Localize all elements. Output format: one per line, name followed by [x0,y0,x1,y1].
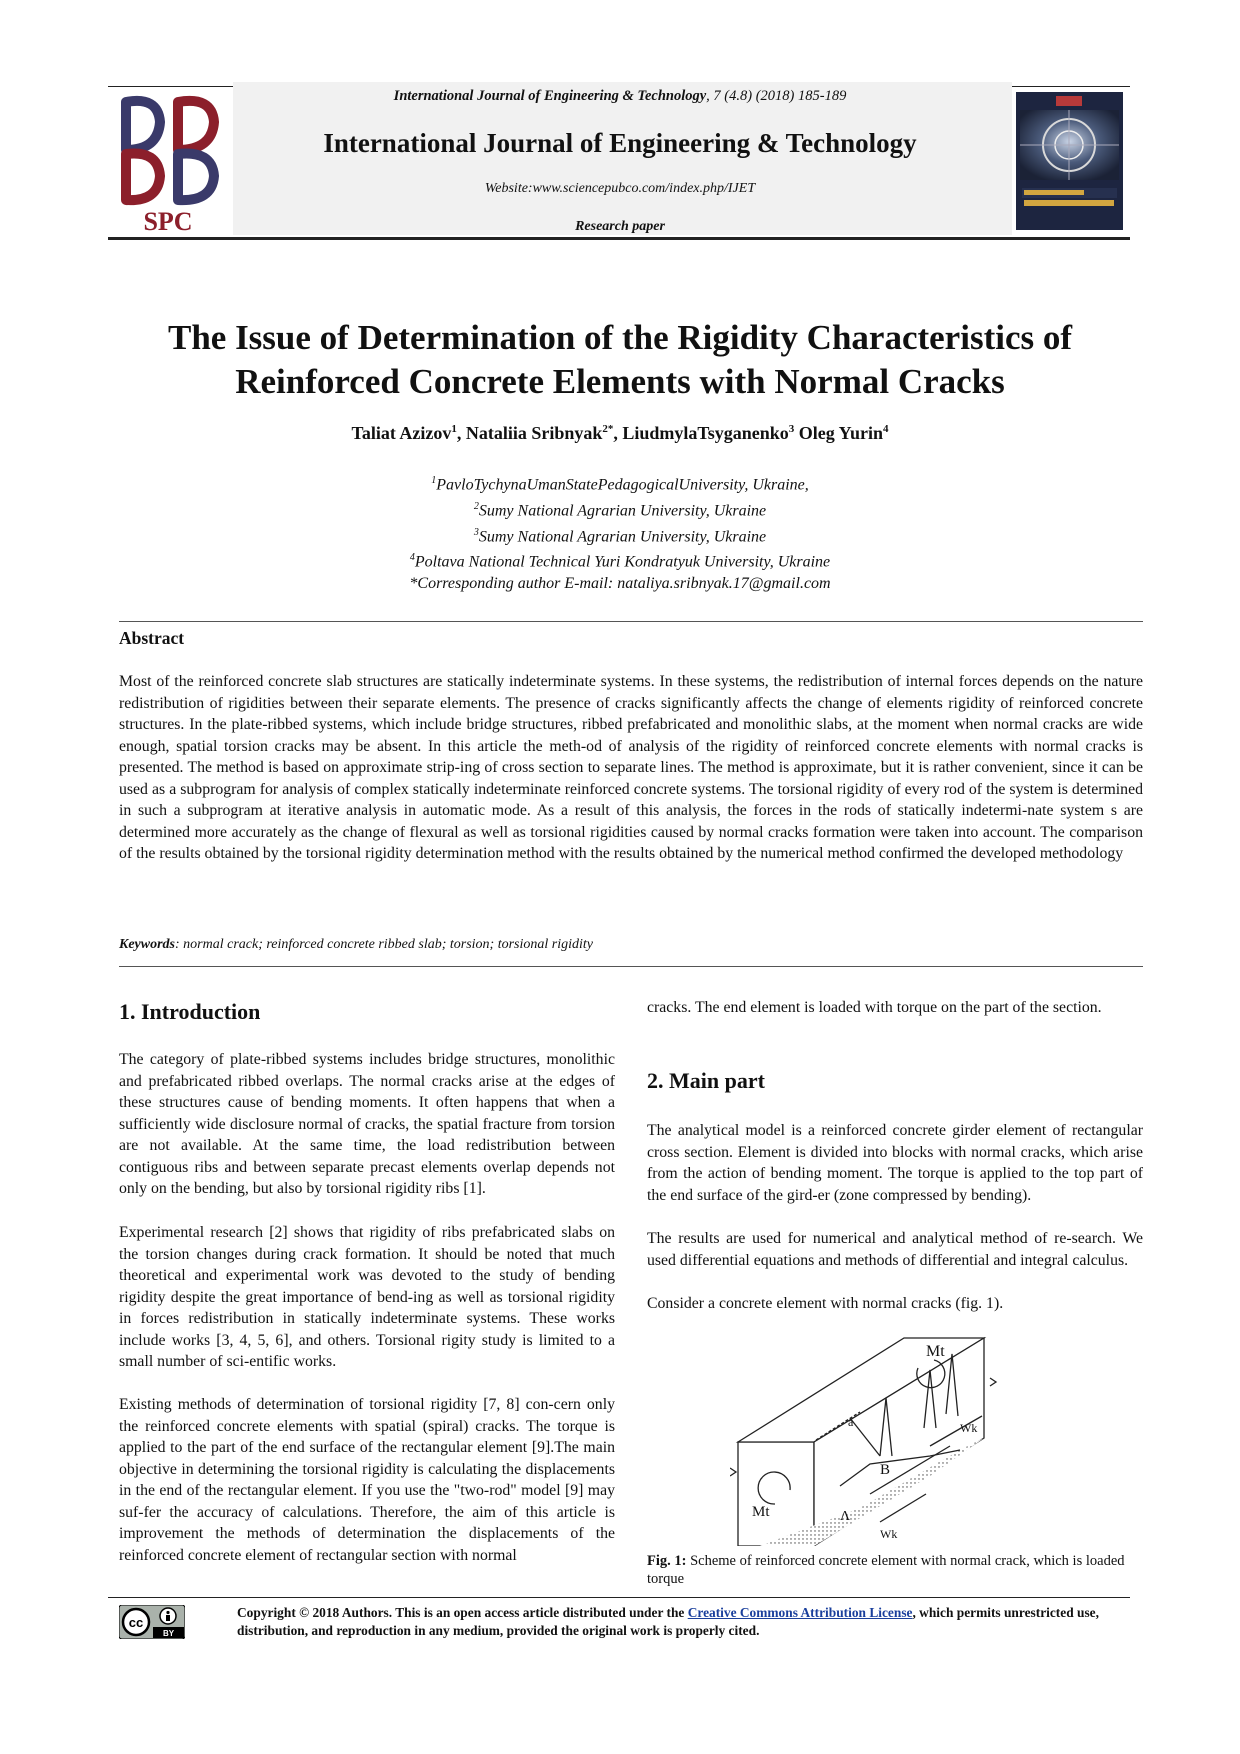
affiliation-text: Poltava National Technical Yuri Kondratyuk University, Ukraine [414,553,831,571]
section-1-continuation: cracks. The end element is loaded with torque on the part of the section. [647,999,1102,1016]
section-2-paragraph: Consider a concrete element with normal cracks (fig. 1). [647,1295,1004,1312]
keywords-text: : normal crack; reinforced concrete ribbed slab; torsion; torsional rigidity [175,937,593,952]
section-2-paragraph: The results are used for numerical and analytical method of re-search. We used differential equations and methods of differential and integral calculus. [647,1230,1143,1269]
affiliation-list [110,470,1130,595]
corresponding-author [110,573,1130,595]
break-mark [730,1468,736,1476]
section-2-heading: 2. Main part [647,1068,765,1093]
paper-title [110,316,1130,404]
cc-license-link[interactable]: Creative Commons Attribution License [687,1605,913,1620]
journal-website[interactable]: Website:www.sciencepubco.com/index.php/IJET [484,181,756,196]
keywords-label: Keywords [119,937,175,952]
copyright-text-end: , which permits unrestricted use, distribution, and reproduction in any medium, provided the original work is properly cited. [237,1605,1099,1638]
author-name: Taliat Azizov [351,423,452,443]
keywords-line [119,937,1143,953]
abstract-heading: Abstract [119,628,185,648]
affiliation-text: Sumy National Agrarian University, Ukraine [478,527,767,545]
figure-label-lambda: Λ [840,1509,851,1524]
section-1-heading: 1. Introduction [119,999,261,1024]
affiliation-number: 2 [473,500,479,512]
abstract-top-rule [119,621,1143,622]
author-separator: , [456,423,466,443]
header-bottom-rule [108,237,1130,240]
paper-title-line-1: The Issue of Determination of the Rigidity Characteristics of [167,318,1073,357]
publisher-logo-text: SPC [143,207,193,236]
paper-type: Research paper [575,219,665,234]
author-affiliation-mark: 1 [451,423,457,435]
affiliation-text: Sumy National Agrarian University, Ukraine [478,502,767,520]
author-affiliation-mark: 2* [602,423,614,435]
journal-cover-image [1016,92,1123,230]
affiliation-number: 1 [431,475,437,486]
section-1-paragraph: Experimental research [2] shows that rigidity of ribs prefabricated slabs on the torsion changes during crack formation. It should be noted that much theoretical and experimental work was devoted to the study of bending rigidity despite the great importance of bend-ing as well as torsional rigidity in forces redistribution in statically indeterminate systems. These works include works [3, 4, 5, 6], and others. Torsional rigity study is limited to a small number of sci-entific works. [119,1224,615,1370]
author-separator: , [613,423,623,443]
figure-label-a: a [848,1415,854,1429]
section-1-paragraph: Existing methods of determination of torsional rigidity [7, 8] con-cern only the reinforced concrete elements with spatial (spiral) cracks. The torque is applied to the part of the end surface of the rectangular element [9].The main objective in determining the torsional rigidity is calculating the displacements in the end of the rectangular element. If you use the "two-rod" model [9] may suf-fer the accuracy of calculations. Therefore, the aim of this article is improvement the methods of determination the displacements of the reinforced concrete element of rectangular section with normal [119,1396,615,1564]
by-icon-text: BY [162,1629,175,1638]
affiliation-number: 4 [409,552,415,564]
journal-title: International Journal of Engineering & Technology [323,128,917,158]
affiliation-text: PavloTychynaUmanStatePedagogicalUniversity, Ukraine, [436,476,809,494]
affiliation-number: 3 [473,526,479,538]
section-1-paragraph: The category of plate-ribbed systems includes bridge structures, monolithic and prefabricated ribbed overlaps. The normal cracks arise at the edges of these structures cause of bending moments. It often happens that when a sufficiently wide disclosure normal of cracks, the spatial fracture from torsion are not available. At the same time, the load redistribution between contiguous ribs and between separate precast elements overlap depends not only on the bending, but also by torsional rigidity ribs [1]. [119,1051,615,1197]
affiliation-item [110,522,1130,548]
author-name: Oleg Yurin [798,423,883,443]
figure-caption-text: Scheme of reinforced concrete element with normal crack, which is loaded torque [647,1553,1125,1587]
publisher-logo [108,92,228,237]
copyright-notice [237,1604,1143,1640]
cc-by-license-badge[interactable] [119,1605,185,1639]
break-mark [990,1378,996,1386]
paper-title-line-2: Reinforced Concrete Elements with Normal Cracks [235,362,1005,401]
affiliation-item [110,547,1130,573]
figure-label-mt-left: Mt [752,1504,770,1520]
figure-1-caption [647,1552,1143,1588]
footer-rule [108,1597,1130,1598]
figure-label-b: B [880,1462,891,1478]
journal-citation-volume: , 7 (4.8) (2018) 185-189 [706,88,847,104]
journal-citation [230,88,1010,105]
abstract-bottom-rule [119,966,1143,967]
author-list [110,423,1130,444]
author-affiliation-mark: 3 [788,423,795,435]
cc-icon-text: cc [128,1615,144,1630]
copyright-text-start: Copyright © 2018 Authors. This is an open access article distributed under the [237,1605,688,1620]
corresponding-author-text: *Corresponding author E-mail: nataliya.sribnyak.17@gmail.com [409,575,831,593]
author-name: Nataliia Sribnyak [465,423,603,443]
figure-label-wk-right: Wk [960,1421,978,1435]
author-affiliation-mark: 4 [882,423,889,435]
abstract-body: Most of the reinforced concrete slab structures are statically indeterminate systems. In these systems, the redistribution of internal forces depends on the nature redistribution of rigidities between their separate elements. The presence of cracks significantly affects the change of elements rigidity of reinforced concrete structures. In the plate-ribbed systems, which include bridge structures, ribbed prefabricated and monolithic slabs, at the moment when normal cracks are wide enough, spatial torsion cracks may be absent. In this article the meth-od of analysis of the rigidity of reinforced concrete elements with normal cracks is presented. The method is based on approximate strip-ing of cross section to separate lines. The method is approximate, but it is rather convenient, since it can be used as a subprogram for analysis of complex statically indeterminate reinforced concrete systems. The torsional rigidity of every rod of the system is determined in such a subprogram at iterative analysis in automatic mode. As a result of this analysis, the forces in the rods of statically indetermi-nate system s are determined more accurately as the change of flexural as well as torsional rigidities caused by normal cracks formation were taken into account. The comparison of the results obtained by the torsional rigidity determination method with the results obtained by the numerical method confirmed the developed methodology [119,673,1143,862]
journal-citation-name: International Journal of Engineering & Technology [393,88,707,104]
figure-label-wk-bottom: Wk [880,1527,898,1541]
figure-label-mt-top: Mt [926,1343,945,1360]
affiliation-item [110,496,1130,522]
section-2-paragraph: The analytical model is a reinforced concrete girder element of rectangular cross section. Element is divided into blocks with normal cracks, which arise from the action of bending moment. The torque is applied to the top part of the end surface of the gird-er (zone compressed by bending). [647,1122,1143,1204]
figure-1 [730,1326,1075,1546]
author-name: LiudmylaTsyganenko [622,423,789,443]
figure-caption-label: Fig. 1: [647,1553,687,1569]
affiliation-item [110,470,1130,496]
